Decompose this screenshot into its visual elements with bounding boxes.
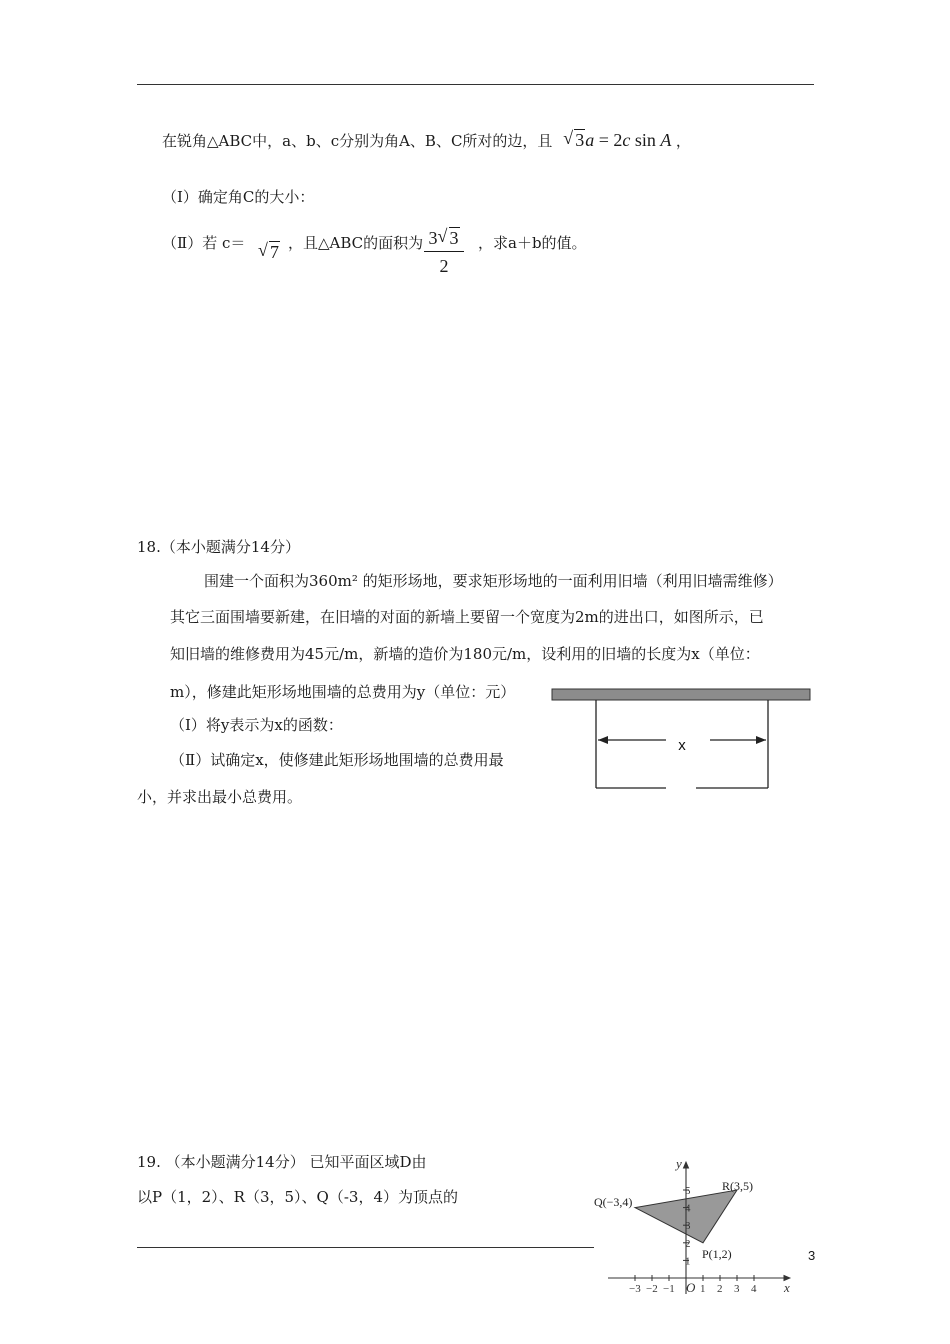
y-tick-label: 2 — [685, 1237, 691, 1250]
x-tick-label: 3 — [734, 1283, 740, 1295]
q17-part2-b: ，且△ABC的面积为 — [288, 234, 424, 252]
x-tick-label: 1 — [700, 1283, 706, 1295]
y-axis-label: y — [676, 1156, 682, 1171]
q18-line3: 知旧墙的维修费用为45元/m，新墙的造价为180元/m，设利用的旧墙的长度为x（单位： — [170, 645, 760, 663]
q17-part2-a: （Ⅱ）若 c＝ — [162, 234, 246, 252]
q17-part2-c: ，求a＋b的值。 — [478, 234, 587, 252]
x-tick-label: 2 — [717, 1283, 723, 1295]
left-arrowhead — [598, 736, 608, 744]
old-wall — [552, 689, 810, 700]
q18-line2: 其它三面围墙要新建，在旧墙的对面的新墙上要留一个宽度为2m的进出口，如图所示，已 — [170, 608, 764, 626]
q17-area-fraction: 3 √ 3 2 — [424, 228, 464, 277]
y-tick-label: 5 — [685, 1185, 691, 1197]
x-tick-label: −2 — [646, 1283, 658, 1295]
q17-part1: （Ⅰ）确定角C的大小： — [162, 188, 315, 206]
label-P: P(1,2) — [702, 1247, 732, 1261]
q18-line1: 围建一个面积为360m² 的矩形场地，要求矩形场地的一面利用旧墙（利用旧墙需维修） — [204, 572, 783, 590]
y-tick-label: 3 — [685, 1220, 691, 1233]
q18-line4: m），修建此矩形场地围墙的总费用为y（单位：元） — [170, 683, 516, 701]
q19-heading: 19. （本小题满分14分） 已知平面区域D由 — [137, 1153, 427, 1171]
q17-sqrt7: √ 7 — [258, 240, 279, 262]
q18-part2-a: （Ⅱ）试确定x，使修建此矩形场地围墙的总费用最 — [170, 751, 504, 769]
q17-intro-text: 在锐角△ABC中，a、b、c分别为角A、B、C所对的边，且 — [162, 132, 553, 150]
x-tick-label: −3 — [629, 1283, 641, 1295]
q19-line2: 以P（1，2）、R（3，5）、Q（-3，4）为顶点的 — [137, 1188, 459, 1206]
q18-heading: 18.（本小题满分14分） — [137, 538, 300, 556]
diagram-x-label: x — [678, 737, 686, 754]
q19-coordinate-graph — [590, 1152, 800, 1302]
x-tick-label: −1 — [663, 1283, 675, 1295]
q18-part1: （Ⅰ）将y表示为x的函数： — [170, 716, 343, 734]
label-R: R(3,5) — [722, 1179, 753, 1193]
sqrt-3: √ 3 — [563, 128, 585, 150]
footer-rule — [137, 1247, 594, 1248]
q17-intro-line: 在锐角△ABC中，a、b、c分别为角A、B、C所对的边，且 √ 3a = 2c sin A ， — [162, 128, 691, 150]
q18-part2-b: 小，并求出最小总费用。 — [137, 788, 303, 806]
header-rule — [137, 84, 814, 85]
q17-equation: √ 3a = 2c sin A — [563, 128, 672, 150]
y-tick-label: 1 — [685, 1255, 691, 1268]
q18-wall-diagram — [548, 684, 814, 794]
origin-label: O — [686, 1280, 696, 1295]
x-tick-label: 4 — [751, 1283, 757, 1295]
right-arrowhead — [756, 736, 766, 744]
page-number: 3 — [808, 1248, 816, 1263]
y-tick-label: 4 — [685, 1202, 691, 1215]
label-Q: Q(−3,4) — [594, 1195, 633, 1209]
x-axis-label: x — [784, 1280, 790, 1295]
